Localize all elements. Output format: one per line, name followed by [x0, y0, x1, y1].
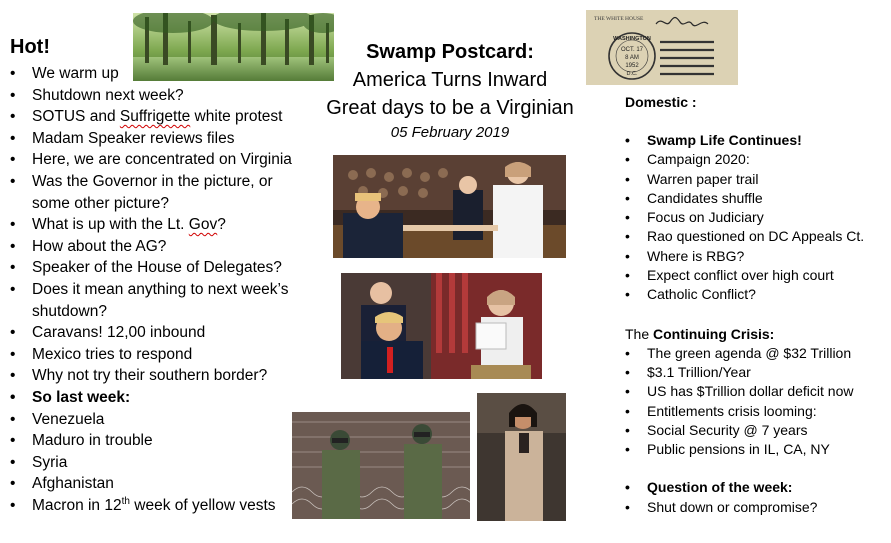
domestic-list-item: • Swamp Life Continues! [625, 131, 885, 150]
crisis-list-item: • Entitlements crisis looming: [625, 402, 885, 421]
item-text: SOTUS and [32, 108, 120, 126]
item-text: Macron in 12 [32, 496, 122, 514]
hot-list-item: • Venezuela [10, 409, 310, 431]
item-text: What is up with the Lt. [32, 216, 189, 234]
hot-list-item: • Maduro in trouble [10, 430, 310, 452]
crisis-heading [625, 324, 885, 344]
item-text: white protest [190, 108, 283, 126]
hot-list-item: • Madam Speaker reviews files [10, 128, 310, 150]
crisis-list-item: • US has $Trillion dollar deficit now [625, 382, 885, 401]
hot-list-item: • We warm up [10, 63, 310, 85]
domestic-heading: Domestic : [625, 94, 697, 110]
page-title: Swamp Postcard: [366, 41, 534, 63]
domestic-list-item: • Rao questioned on DC Appeals Ct. [625, 227, 885, 246]
hot-list-item: • So last week: [10, 387, 310, 409]
question-list [625, 478, 885, 517]
nominee-portrait-photo [477, 393, 566, 521]
postmark-year: 1952 [625, 63, 639, 69]
hot-list-item: • Here, we are concentrated on Virginia [10, 149, 310, 171]
hot-list-item: • Afghanistan [10, 473, 310, 495]
domestic-list-item: • Expect conflict over high court [625, 266, 885, 285]
question-list-item: • Shut down or compromise? [625, 498, 885, 517]
hot-list-item: • Mexico tries to respond [10, 344, 310, 366]
crisis-list-item: • The green agenda @ $32 Trillion [625, 344, 885, 363]
ordinal-superscript: th [121, 495, 130, 507]
crisis-list-item: • Public pensions in IL, CA, NY [625, 440, 885, 459]
crisis-heading-label: Continuing Crisis: [653, 325, 775, 342]
postmark-time: 8 AM [625, 55, 639, 61]
postmark-date: OCT. 17 [620, 47, 644, 53]
item-text: ? [217, 216, 226, 234]
domestic-list-item: • Catholic Conflict? [625, 285, 885, 304]
postmark-state: D.C. [626, 71, 638, 77]
item-text: week of yellow vests [129, 496, 276, 514]
hot-list-item: • Does it mean anything to next week’s shutdown? [10, 279, 310, 322]
domestic-list-item: • Warren paper trail [625, 170, 885, 189]
hot-list-item: • Speaker of the House of Delegates? [10, 257, 310, 279]
hot-list-item: • Was the Governor in the picture, or some other picture? [10, 171, 310, 214]
hot-list [10, 63, 310, 516]
postcard-date: 05 February 2019 [390, 124, 510, 141]
postmark-city: WASHINGTON [613, 36, 651, 42]
subtitle-line-1: America Turns Inward [352, 69, 548, 91]
hot-list-item [10, 214, 310, 236]
speaker-dais-photo [341, 273, 542, 379]
hot-list-item [10, 106, 310, 128]
postmark-stamp-image [586, 10, 738, 85]
crisis-heading-prefix: The [625, 325, 654, 342]
domestic-list-item: • Where is RBG? [625, 247, 885, 266]
domestic-list-item: • Candidates shuffle [625, 189, 885, 208]
hot-heading: Hot! [10, 36, 50, 58]
postcard-header [300, 38, 600, 144]
domestic-list-item: • Campaign 2020: [625, 150, 885, 169]
hot-list-item: • Caravans! 12,00 inbound [10, 322, 310, 344]
hot-list-item: • Syria [10, 452, 310, 474]
spellcheck-flagged-word: Suffrigette [119, 108, 191, 126]
subtitle-line-2: Great days to be a Virginian [326, 97, 574, 119]
hot-list-item: • How about the AG? [10, 236, 310, 258]
crisis-list-item: • $3.1 Trillion/Year [625, 363, 885, 382]
hot-list-item: • Why not try their southern border? [10, 365, 310, 387]
domestic-list [625, 131, 885, 305]
hot-list-item [10, 495, 310, 517]
hot-list-item: • Shutdown next week? [10, 85, 310, 107]
state-of-union-handshake-photo [333, 155, 566, 258]
spellcheck-flagged-word: Gov [188, 216, 218, 234]
domestic-section [625, 92, 885, 517]
crisis-list [625, 344, 885, 460]
domestic-list-item: • Focus on Judiciary [625, 208, 885, 227]
crisis-list-item: • Social Security @ 7 years [625, 421, 885, 440]
border-soldiers-photo [292, 412, 470, 519]
stamp-header: THE WHITE HOUSE [594, 16, 644, 22]
question-list-item: • Question of the week: [625, 478, 885, 497]
